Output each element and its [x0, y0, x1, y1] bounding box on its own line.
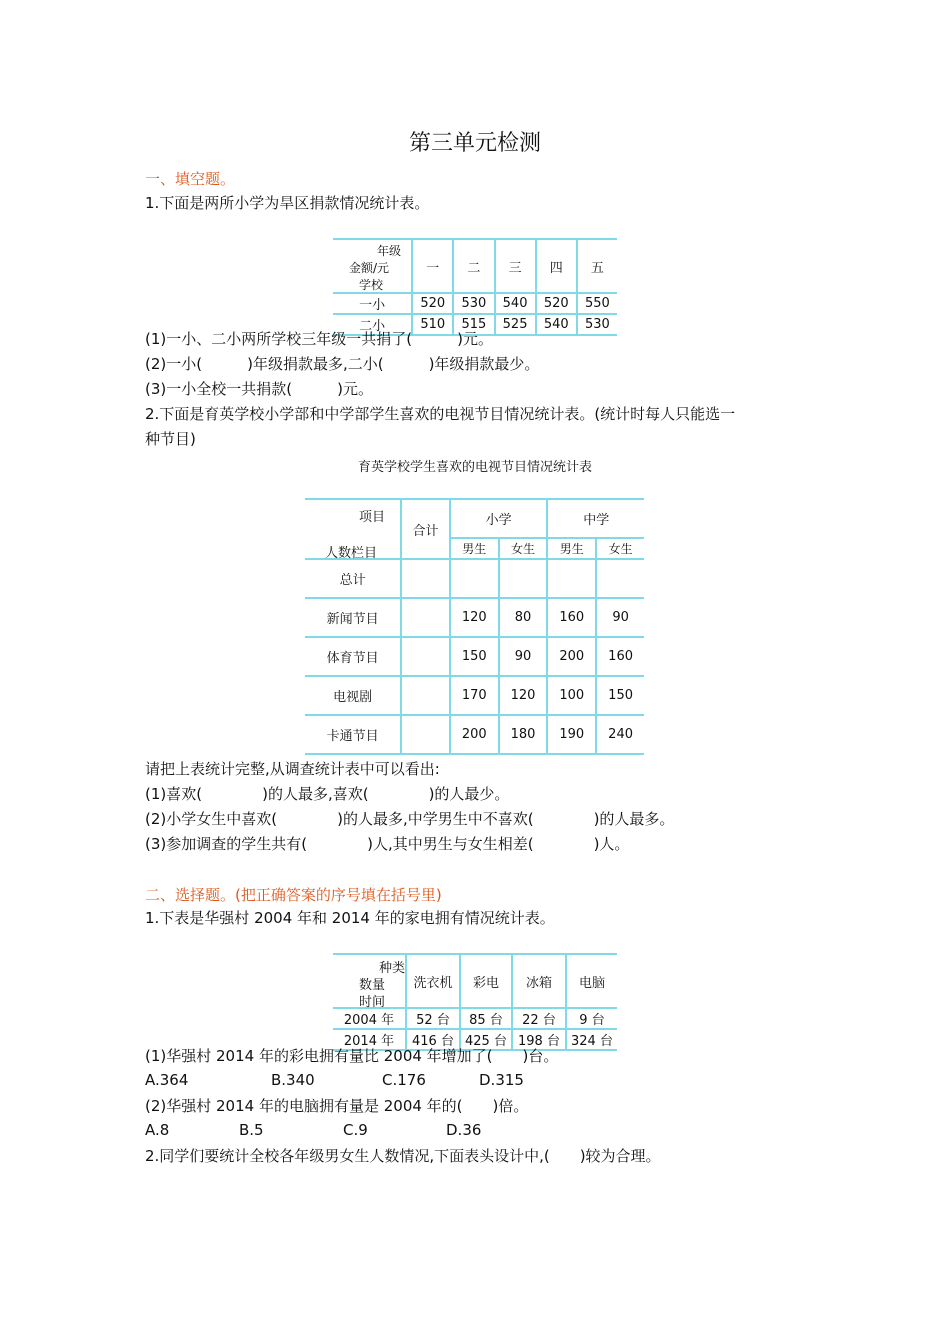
- primary-school-header: 小学: [450, 499, 548, 538]
- total-column-header: 合计: [401, 499, 450, 559]
- boys-header: 男生: [450, 538, 499, 559]
- table-cell: 515: [453, 314, 494, 335]
- corner-label-school: 学校: [359, 278, 384, 292]
- table-cell: 240: [596, 715, 644, 754]
- q4-intro: 2.同学们要统计全校各年级男女生人数情况,下面表头设计中,( )较为合理。: [145, 1147, 661, 1165]
- option-c: C.176: [382, 1071, 426, 1089]
- q1-sub1: (1)一小、二小两所学校三年级一共捐了( )元。: [145, 330, 493, 348]
- table-cell: 150: [596, 676, 644, 715]
- table-cell: 120: [450, 598, 499, 637]
- table-cell: [596, 559, 644, 598]
- table-cell: 22 台: [512, 1008, 566, 1029]
- table-cell: 150: [450, 637, 499, 676]
- row-label: 电视剧: [305, 676, 401, 715]
- donation-table: [333, 238, 617, 336]
- table-cell: 90: [596, 598, 644, 637]
- table-row: [305, 676, 644, 715]
- option-b: B.340: [271, 1071, 315, 1089]
- tv-program-table: [305, 498, 644, 755]
- col-header: 彩电: [460, 954, 512, 1008]
- col-header: 电脑: [566, 954, 617, 1008]
- table-cell: 9 台: [566, 1008, 617, 1029]
- table-cell: 200: [450, 715, 499, 754]
- table-cell: 160: [547, 598, 596, 637]
- table-row: [305, 559, 644, 598]
- table-cell: 180: [499, 715, 548, 754]
- q2-sub1: (1)喜欢( )的人最多,喜欢( )的人最少。: [145, 785, 510, 803]
- row-label: 2014 年: [333, 1029, 406, 1050]
- girls-header: 女生: [499, 538, 548, 559]
- corner-label-item: 项目: [359, 510, 386, 525]
- q3-intro: 1.下表是华强村 2004 年和 2014 年的家电拥有情况统计表。: [145, 909, 555, 927]
- row-label: 一小: [333, 293, 412, 314]
- donation-corner-cell: [333, 239, 412, 293]
- table-cell: 324 台: [566, 1029, 617, 1050]
- table-cell: 416 台: [406, 1029, 460, 1050]
- table-cell: 525: [495, 314, 536, 335]
- table-cell: 90: [499, 637, 548, 676]
- table-cell: [401, 637, 450, 676]
- corner-label-amount: 金额/元: [349, 261, 390, 275]
- tv-corner-cell: [305, 499, 401, 559]
- option-c: C.9: [343, 1121, 368, 1139]
- table-cell: 170: [450, 676, 499, 715]
- col-header: 四: [536, 239, 577, 293]
- q2-intro-line1: 2.下面是育英学校小学部和中学部学生喜欢的电视节目情况统计表。(统计时每人只能选一: [145, 405, 736, 423]
- table-cell: [401, 559, 450, 598]
- table-row: [305, 637, 644, 676]
- col-header: 冰箱: [512, 954, 566, 1008]
- corner-label-kind: 种类: [379, 961, 406, 976]
- table-cell: [499, 559, 548, 598]
- table-cell: 100: [547, 676, 596, 715]
- table-cell: 540: [495, 293, 536, 314]
- table-cell: 52 台: [406, 1008, 460, 1029]
- col-header: 洗衣机: [406, 954, 460, 1008]
- table-cell: 530: [577, 314, 617, 335]
- row-label: 总计: [305, 559, 401, 598]
- option-a: A.8: [145, 1121, 170, 1139]
- table-cell: 520: [536, 293, 577, 314]
- row-label: 新闻节目: [305, 598, 401, 637]
- col-header: 一: [412, 239, 453, 293]
- option-d: D.36: [446, 1121, 482, 1139]
- section-1-heading: 一、填空题。: [145, 170, 236, 188]
- option-a: A.364: [145, 1071, 189, 1089]
- corner-label-people: 人数栏目: [325, 546, 378, 561]
- option-b: B.5: [239, 1121, 264, 1139]
- table-cell: [401, 715, 450, 754]
- table-row: [305, 715, 644, 754]
- table-cell: 160: [596, 637, 644, 676]
- table-cell: 530: [453, 293, 494, 314]
- table-cell: 200: [547, 637, 596, 676]
- col-header: 二: [453, 239, 494, 293]
- table-cell: [450, 559, 499, 598]
- corner-label-time: 时间: [359, 995, 386, 1010]
- q2-sub3: (3)参加调查的学生共有( )人,其中男生与女生相差( )人。: [145, 835, 630, 853]
- table-row: [333, 293, 617, 314]
- q1-sub3: (3)一小全校一共捐款( )元。: [145, 380, 373, 398]
- table-cell: 425 台: [460, 1029, 512, 1050]
- q2-intro-line2: 种节目): [145, 430, 196, 448]
- table-row: [305, 598, 644, 637]
- girls-header: 女生: [596, 538, 644, 559]
- appliance-corner-cell: [333, 954, 406, 1008]
- table-cell: 198 台: [512, 1029, 566, 1050]
- table-cell: 510: [412, 314, 453, 335]
- q3-sub1: (1)华强村 2014 年的彩电拥有量比 2004 年增加了( )台。: [145, 1047, 559, 1065]
- row-label: 卡通节目: [305, 715, 401, 754]
- boys-header: 男生: [547, 538, 596, 559]
- table-cell: 120: [499, 676, 548, 715]
- q2-after-text: 请把上表统计完整,从调查统计表中可以看出:: [145, 760, 440, 778]
- table-cell: [401, 598, 450, 637]
- option-d: D.315: [479, 1071, 524, 1089]
- corner-label-quantity: 数量: [359, 978, 386, 993]
- col-header: 五: [577, 239, 617, 293]
- q3-sub2: (2)华强村 2014 年的电脑拥有量是 2004 年的( )倍。: [145, 1097, 529, 1115]
- section-2-heading: 二、选择题。(把正确答案的序号填在括号里): [145, 886, 442, 904]
- q2-sub2: (2)小学女生中喜欢( )的人最多,中学男生中不喜欢( )的人最多。: [145, 810, 675, 828]
- row-label: 2004 年: [333, 1008, 406, 1029]
- corner-label-grade: 年级: [377, 244, 402, 258]
- table-cell: [547, 559, 596, 598]
- table-cell: 80: [499, 598, 548, 637]
- table-row: [333, 1008, 617, 1029]
- page-title: 第三单元检测: [408, 131, 541, 156]
- q1-sub2: (2)一小( )年级捐款最多,二小( )年级捐款最少。: [145, 355, 540, 373]
- row-label: 二小: [333, 314, 412, 335]
- table-cell: 540: [536, 314, 577, 335]
- appliance-table: [333, 953, 617, 1051]
- table-cell: [401, 676, 450, 715]
- table-cell: 550: [577, 293, 617, 314]
- q1-intro: 1.下面是两所小学为旱区捐款情况统计表。: [145, 194, 430, 212]
- table-cell: 520: [412, 293, 453, 314]
- middle-school-header: 中学: [547, 499, 644, 538]
- q2-table-caption: 育英学校学生喜欢的电视节目情况统计表: [357, 460, 592, 475]
- table-cell: 190: [547, 715, 596, 754]
- col-header: 三: [495, 239, 536, 293]
- row-label: 体育节目: [305, 637, 401, 676]
- table-cell: 85 台: [460, 1008, 512, 1029]
